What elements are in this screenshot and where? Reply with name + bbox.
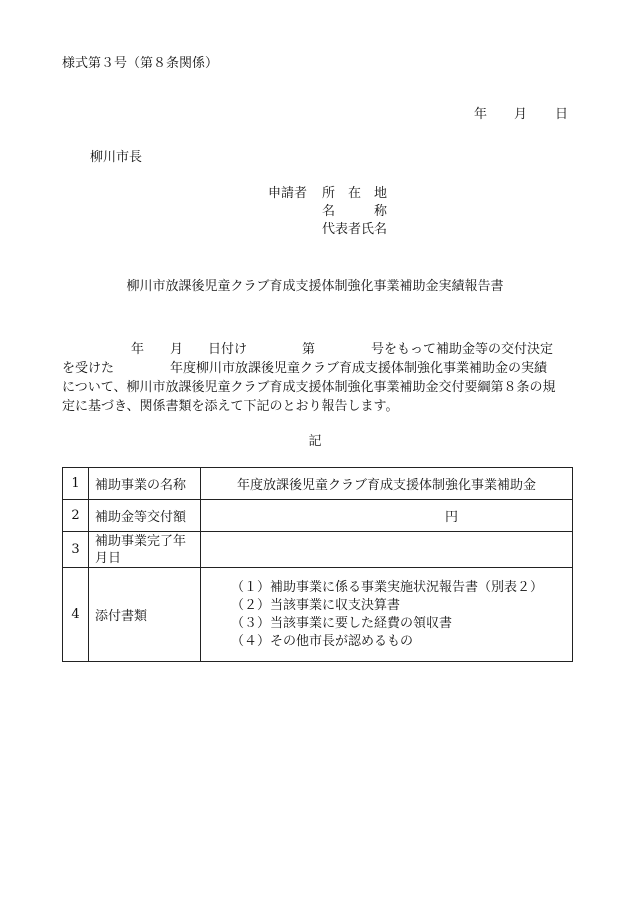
table-row	[63, 500, 573, 532]
row-label: 添付書類	[89, 568, 201, 662]
applicant-representative-label: 代表者氏名	[322, 222, 388, 237]
date-line	[474, 103, 568, 122]
grant-amount-value: 円	[201, 500, 573, 532]
row-number: 1	[63, 468, 89, 500]
table-row	[63, 568, 573, 662]
addressee: 柳川市長	[90, 150, 143, 165]
applicant-address-label: 所 在 地	[322, 186, 388, 201]
list-item: （２）当該事業に収支決算書	[231, 597, 401, 613]
applicant-block	[268, 185, 387, 239]
ki-heading: 記	[308, 434, 322, 449]
list-item: （１）補助事業に係る事業実施状況報告書（別表２）	[231, 579, 544, 595]
body-year: 年	[131, 342, 145, 357]
row-number: 2	[63, 500, 89, 532]
date-year: 年	[474, 107, 488, 122]
body-line-3: について、柳川市放課後児童クラブ育成支援体制強化事業補助金交付要綱第８条の規	[62, 380, 556, 395]
body-go: 号をもって補助金等の交付決定	[371, 342, 554, 357]
list-item: （３）当該事業に要した経費の領収書	[231, 615, 453, 631]
list-item: （４）その他市長が認めるもの	[231, 633, 414, 649]
applicant-name-label: 名 称	[322, 204, 388, 219]
row-label: 補助事業の名称	[89, 468, 201, 500]
completion-date-value	[201, 532, 573, 568]
body-day: 日付け	[208, 342, 248, 357]
attachments-cell	[201, 568, 573, 662]
attachments-list	[207, 579, 566, 651]
body-month: 月	[170, 342, 184, 357]
date-month: 月	[514, 107, 528, 122]
row-number: 4	[63, 568, 89, 662]
body-uketa: を受けた	[62, 361, 115, 376]
date-day: 日	[555, 107, 569, 122]
body-fiscal-year: 年度柳川市放課後児童クラブ育成支援体制強化事業補助金の実績	[170, 361, 548, 376]
body-dai: 第	[302, 342, 316, 357]
items-table	[62, 467, 573, 662]
applicant-label: 申請者	[268, 186, 308, 201]
body-text	[62, 340, 572, 416]
form-number: 様式第３号（第８条関係）	[62, 56, 219, 71]
project-name-value: 年度放課後児童クラブ育成支援体制強化事業補助金	[201, 468, 573, 500]
body-line-2	[62, 359, 572, 378]
document-title: 柳川市放課後児童クラブ育成支援体制強化事業補助金実績報告書	[126, 279, 504, 294]
table-row	[63, 532, 573, 568]
row-label: 補助事業完了年月日	[89, 532, 201, 568]
row-label: 補助金等交付額	[89, 500, 201, 532]
body-line-1	[62, 340, 572, 359]
body-line-4: 定に基づき、関係書類を添えて下記のとおり報告します。	[62, 399, 399, 414]
table-row	[63, 468, 573, 500]
row-number: 3	[63, 532, 89, 568]
